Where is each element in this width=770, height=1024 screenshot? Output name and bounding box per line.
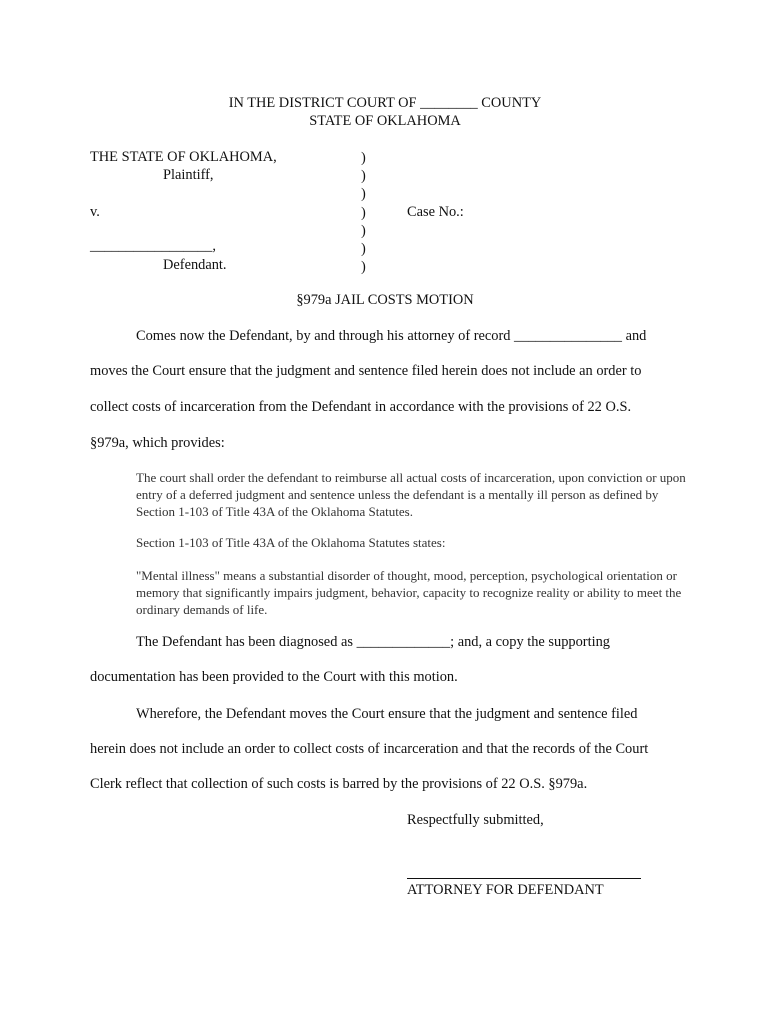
body-line: moves the Court ensure that the judgment and sentence filed herein does not include an order to	[90, 363, 642, 379]
plaintiff-role: Plaintiff,	[163, 167, 214, 183]
court-heading-line-2: STATE OF OKLAHOMA	[309, 113, 461, 129]
signature-title: ATTORNEY FOR DEFENDANT	[407, 882, 604, 898]
paren: )	[361, 241, 366, 258]
paren: )	[361, 186, 366, 203]
body-line: The Defendant has been diagnosed as _____________; and, a copy the supporting	[136, 634, 610, 650]
section-reference: Section 1-103 of Title 43A of the Oklahoma Statutes states:	[136, 535, 446, 550]
body-line: herein does not include an order to collect costs of incarceration and that the records of the Court	[90, 741, 649, 757]
body-line: Clerk reflect that collection of such costs is barred by the provisions of 22 O.S. §979a.	[90, 776, 588, 792]
versus-label: v.	[90, 204, 100, 220]
statute-quote: The court shall order the defendant to reimburse all actual costs of incarceration, upon conviction or upon entry of a deferred judgment and sentence unless the defendant is a mentally ill person as defined by Section 1-103 of Title 43A of the Oklahoma Statutes.	[136, 470, 686, 519]
body-line: documentation has been provided to the Court with this motion.	[90, 669, 458, 685]
paren: )	[361, 222, 366, 239]
signature-line	[407, 878, 641, 879]
defendant-role: Defendant.	[163, 257, 227, 273]
paren: )	[361, 259, 366, 276]
court-heading-line-1: IN THE DISTRICT COURT OF ________ COUNTY	[228, 95, 542, 111]
defendant-name-blank: _________________,	[90, 238, 216, 254]
closing: Respectfully submitted,	[407, 812, 544, 828]
paren: )	[361, 150, 366, 166]
paren: )	[361, 168, 366, 185]
body-line: §979a, which provides:	[90, 435, 225, 451]
mental-illness-definition: "Mental illness" means a substantial disorder of thought, mood, perception, psychological orientation or memory that significantly impairs judgment, behavior, capacity to recognize reality or ability to meet the ordinary demands of life.	[136, 568, 682, 617]
case-number-label: Case No.:	[407, 204, 464, 220]
body-line: collect costs of incarceration from the Defendant in accordance with the provisions of 22 O.S.	[90, 399, 632, 415]
paren: )	[361, 204, 366, 221]
body-line: Comes now the Defendant, by and through his attorney of record _______________ and	[136, 328, 647, 344]
caption-parentheses	[361, 149, 366, 276]
body-line: Wherefore, the Defendant moves the Court ensure that the judgment and sentence filed	[136, 706, 638, 722]
document-title: §979a JAIL COSTS MOTION	[296, 292, 474, 308]
plaintiff-name: THE STATE OF OKLAHOMA,	[90, 149, 277, 165]
